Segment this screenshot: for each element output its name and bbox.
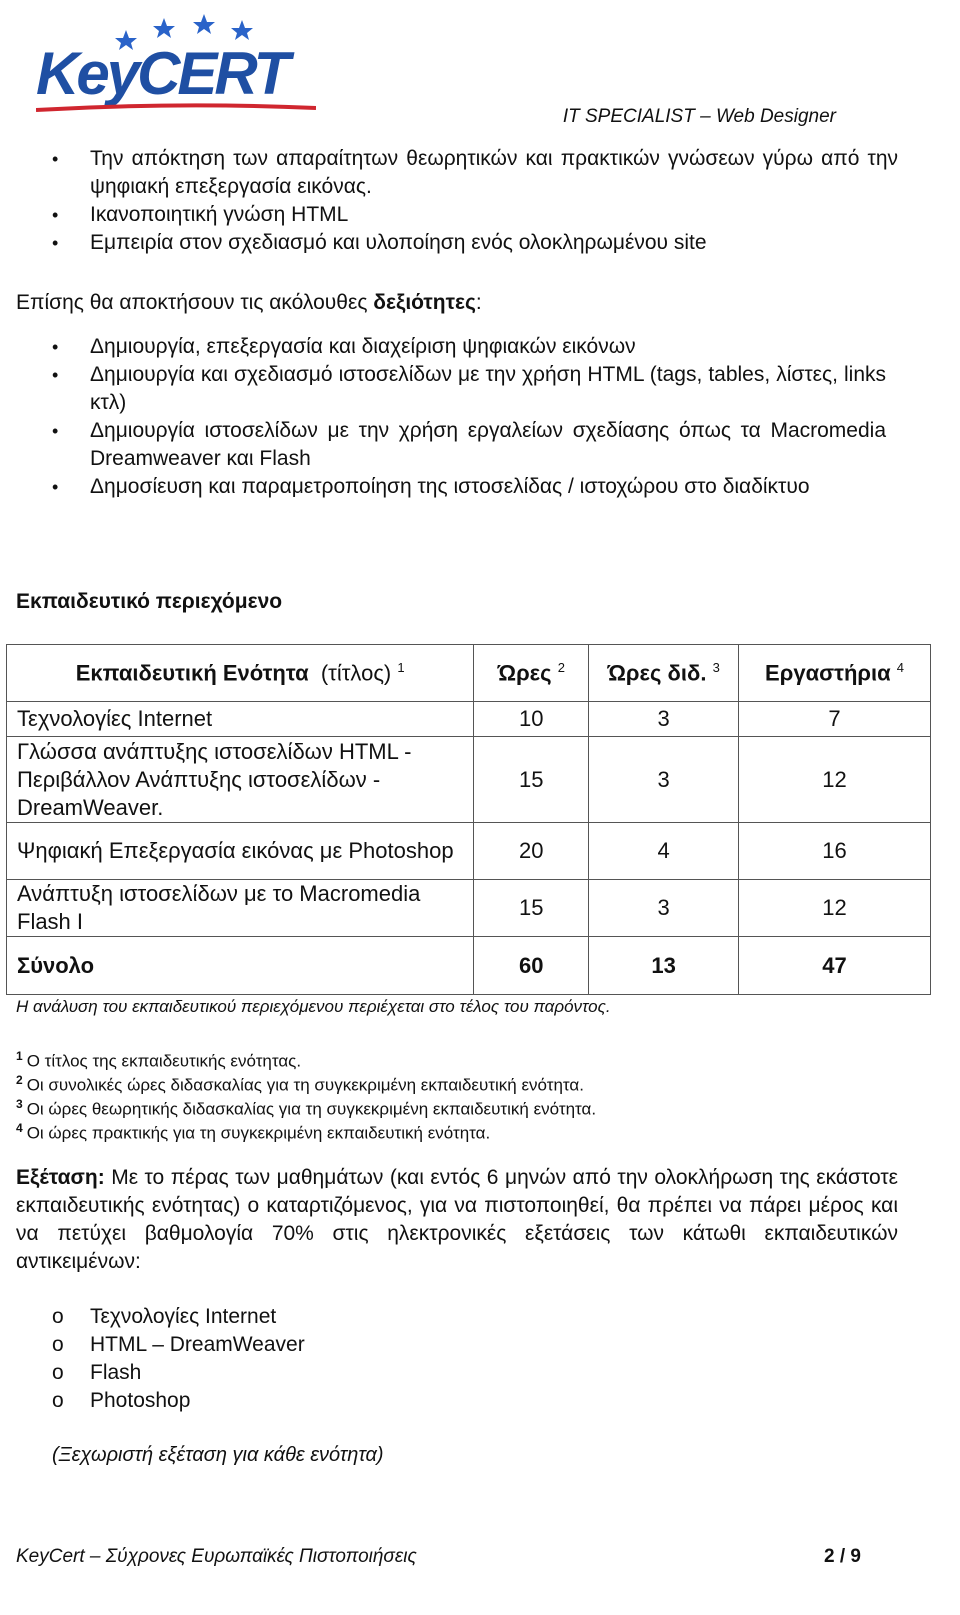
- skills-bullet-list: [52, 333, 886, 501]
- list-item: • Εμπειρία στον σχεδιασμό και υλοποίηση ενός ολοκληρωμένου site: [52, 229, 898, 257]
- table-row: [7, 880, 931, 937]
- list-item: o Flash: [52, 1359, 652, 1387]
- list-item: • Δημιουργία ιστοσελίδων με την χρήση εργαλείων σχεδίασης όπως τα Macromedia Dreamweaver και Flash: [52, 417, 886, 473]
- cell-title: Ανάπτυξη ιστοσελίδων με το Macromedia Flash I: [7, 880, 474, 937]
- skills-lead: [16, 289, 482, 317]
- skills-lead-colon: :: [475, 291, 482, 314]
- col-header-hours: Ώρες $^2$: [474, 645, 589, 702]
- list-item: • Δημιουργία, επεξεργασία και διαχείριση ψηφιακών εικόνων: [52, 333, 886, 361]
- skills-lead-text: Επίσης θα αποκτήσουν τις ακόλουθες: [16, 291, 374, 314]
- cell-title: Τεχνολογίες Internet: [7, 702, 474, 737]
- cell-hours: 15: [474, 737, 589, 823]
- footnote: $^3$ Οι ώρες θεωρητικής διδασκαλίας για τη συγκεκριμένη εκπαιδευτική ενότητα.: [16, 1097, 597, 1119]
- cell-total-theory: 13: [589, 937, 739, 995]
- cell-title: Γλώσσα ανάπτυξης ιστοσελίδων HTML - Περιβάλλον Ανάπτυξης ιστοσελίδων - DreamWeaver.: [7, 737, 474, 823]
- col-header-labs: Εργαστήρια $^4$: [739, 645, 931, 702]
- footnote: $^2$ Οι συνολικές ώρες διδασκαλίας για τη συγκεκριμένη εκπαιδευτική ενότητα.: [16, 1073, 584, 1095]
- list-item: o Τεχνολογίες Internet: [52, 1303, 652, 1331]
- intro-bullet-list: [52, 145, 898, 257]
- exam-note: (Ξεχωριστή εξέταση για κάθε ενότητα): [52, 1444, 384, 1466]
- exam-paragraph: [16, 1164, 898, 1276]
- page-footer: [16, 1546, 861, 1568]
- cell-theory: 4: [589, 823, 739, 880]
- list-item: • Δημιουργία και σχεδιασμό ιστοσελίδων με την χρήση HTML (tags, tables, λίστες, links κτλ): [52, 361, 886, 417]
- table-row: [7, 737, 931, 823]
- list-item: o Photoshop: [52, 1387, 652, 1415]
- cell-hours: 20: [474, 823, 589, 880]
- cell-title: Ψηφιακή Επεξεργασία εικόνας με Photoshop: [7, 823, 474, 880]
- cell-hours: 15: [474, 880, 589, 937]
- cell-total-hours: 60: [474, 937, 589, 995]
- cell-total-labs: 47: [739, 937, 931, 995]
- list-item: • Δημοσίευση και παραμετροποίηση της ιστοσελίδας / ιστοχώρου στο διαδίκτυο: [52, 473, 886, 501]
- keycert-logo: [36, 10, 326, 114]
- table-total-row: [7, 937, 931, 995]
- header-subtitle: IT SPECIALIST – Web Designer: [562, 106, 836, 127]
- content-heading: Εκπαιδευτικό περιεχόμενο: [16, 590, 283, 613]
- cell-labs: 16: [739, 823, 931, 880]
- logo-swoosh: [36, 102, 316, 112]
- col-header-theory: Ώρες διδ. $^3$: [589, 645, 739, 702]
- table-row: [7, 823, 931, 880]
- table-row: [7, 702, 931, 737]
- page-number: 2 / 9: [824, 1546, 861, 1567]
- list-item: o HTML – DreamWeaver: [52, 1331, 652, 1359]
- course-table: [6, 644, 931, 995]
- exam-label: Εξέταση:: [16, 1166, 105, 1189]
- logo-wordmark: KeyCERT: [36, 40, 288, 107]
- footnote: $^4$ Οι ώρες πρακτικής για τη συγκεκριμένη εκπαιδευτική ενότητα.: [16, 1121, 491, 1143]
- exam-text: Με το πέρας των μαθημάτων (και εντός 6 μηνών από την ολοκλήρωση της εκάστοτε εκπαιδευτικής ενότητας) ο καταρτιζόμενος, για να πιστοποιηθεί, θα πρέπει να πάρει μέρος και να πετύχει βαθμολογία 70% στις ηλεκτρονικές εξετάσεις των κάτωθι εκπαιδευτικών αντικειμένων:: [16, 1166, 898, 1273]
- cell-hours: 10: [474, 702, 589, 737]
- table-note: Η ανάλυση του εκπαιδευτικού περιεχόμενου περιέχεται στο τέλος του παρόντος.: [16, 997, 611, 1016]
- col-header-unit: Εκπαιδευτική Ενότητα (τίτλος) $^1$: [7, 645, 474, 702]
- footnote: $^1$ Ο τίτλος της εκπαιδευτικής ενότητας.: [16, 1049, 302, 1071]
- cell-theory: 3: [589, 702, 739, 737]
- list-item: • Ικανοποιητική γνώση HTML: [52, 201, 898, 229]
- list-item: • Την απόκτηση των απαραίτητων θεωρητικών και πρακτικών γνώσεων γύρω από την ψηφιακή επεξεργασία εικόνας.: [52, 145, 898, 201]
- cell-total-title: Σύνολο: [7, 937, 474, 995]
- skills-lead-bold: δεξιότητες: [373, 291, 476, 314]
- cell-labs: 12: [739, 737, 931, 823]
- footer-text: KeyCert – Σύχρονες Ευρωπαϊκές Πιστοποιήσεις: [16, 1546, 417, 1567]
- exam-items-list: [52, 1303, 652, 1415]
- cell-theory: 3: [589, 880, 739, 937]
- cell-theory: 3: [589, 737, 739, 823]
- cell-labs: 7: [739, 702, 931, 737]
- table-header-row: [7, 645, 931, 702]
- cell-labs: 12: [739, 880, 931, 937]
